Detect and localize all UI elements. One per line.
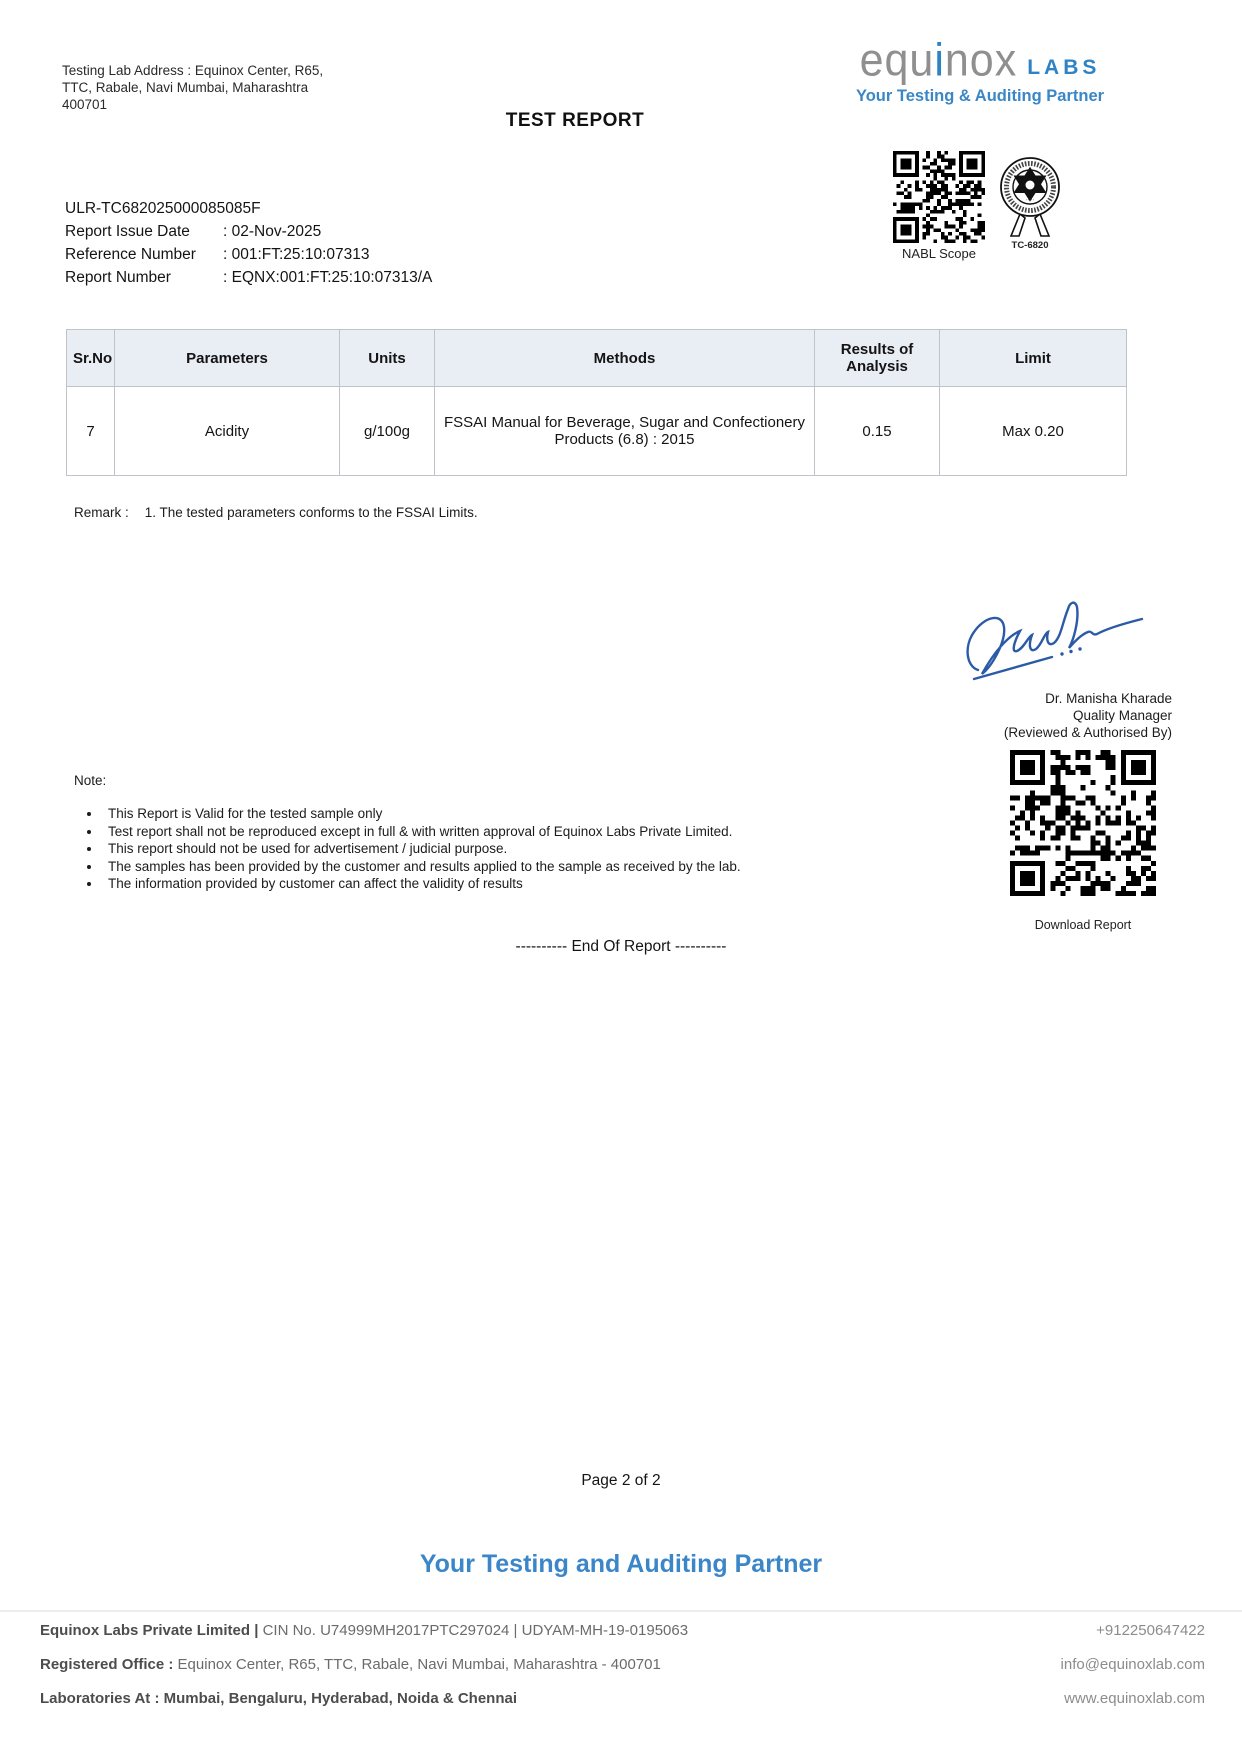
col-header-srno: Sr.No — [67, 330, 115, 387]
footer-labs-line — [40, 1690, 517, 1707]
report-info-row — [65, 220, 432, 243]
logo-word-pre: equ — [859, 34, 935, 87]
note-item: • This report should not be used for advertisement / judicial purpose. — [102, 840, 862, 858]
logo-word-i: i — [934, 34, 945, 87]
footer-website: www.equinoxlab.com — [1064, 1690, 1205, 1707]
footer-company-line — [40, 1622, 688, 1639]
nabl-qr-label: NABL Scope — [902, 246, 976, 261]
end-of-report-line: ---------- End Of Report ---------- — [515, 938, 727, 955]
nabl-cert-number: TC-6820 — [1011, 240, 1049, 251]
table-row — [67, 387, 1127, 476]
footer-row-labs — [40, 1690, 1205, 1707]
footer-office-line — [40, 1656, 661, 1673]
logo-word — [859, 34, 1018, 87]
info-label: Reference Number — [65, 246, 196, 263]
signatory-role: Quality Manager — [1072, 708, 1172, 723]
col-header-results: Results of Analysis — [815, 330, 940, 387]
footer-tagline: Your Testing and Auditing Partner — [419, 1550, 823, 1578]
footer-company-ids: CIN No. U74999MH2017PTC297024 | UDYAM-MH-19-0195063 — [258, 1622, 689, 1639]
cell-result: 0.15 — [815, 387, 940, 476]
nabl-scope-qr-code — [893, 151, 985, 243]
footer-labs-list: Laboratories At : Mumbai, Bengaluru, Hyderabad, Noida & Chennai — [40, 1690, 518, 1707]
footer-office-label: Registered Office : — [40, 1656, 174, 1673]
logo-wordmark — [846, 34, 1114, 87]
address-line: Testing Lab Address : Equinox Center, R65, — [62, 63, 324, 78]
note-item: • The samples has been provided by the customer and results applied to the sample as received by the lab. — [102, 858, 862, 876]
download-report-qr-code — [1010, 750, 1156, 896]
download-report-label: Download Report — [1034, 918, 1132, 932]
col-header-parameters: Parameters — [115, 330, 340, 387]
cell-units: g/100g — [340, 387, 435, 476]
footer-office-address: Equinox Center, R65, TTC, Rabale, Navi Mumbai, Maharashtra - 400701 — [173, 1656, 661, 1673]
download-qr-pattern — [1010, 750, 1156, 896]
signature-image — [962, 580, 1152, 688]
logo-word-post: nox — [944, 34, 1018, 87]
footer-divider — [0, 1610, 1242, 1612]
nabl-qr-pattern — [893, 151, 985, 243]
results-table — [66, 329, 1127, 476]
remark-label: Remark : — [74, 505, 129, 520]
col-header-units: Units — [340, 330, 435, 387]
logo-labs-text: LABS — [1027, 56, 1101, 79]
footer-phone: +912250647422 — [1096, 1622, 1205, 1639]
note-list — [86, 805, 862, 893]
note-item: • The information provided by customer can affect the validity of results — [102, 875, 862, 893]
info-label: Report Issue Date — [65, 223, 190, 240]
signatory-note: (Reviewed & Authorised By) — [1003, 725, 1172, 740]
info-value: : EQNX:001:FT:25:10:07313/A — [223, 269, 433, 286]
footer-email: info@equinoxlab.com — [1060, 1656, 1205, 1673]
svg-text:·····: ····· — [1025, 197, 1035, 204]
report-info-block — [65, 197, 432, 289]
nabl-seal-icon — [993, 156, 1067, 242]
ulr-number: ULR-TC682025000085085F — [65, 200, 261, 217]
testing-lab-address — [62, 62, 392, 113]
note-label: Note: — [74, 773, 107, 788]
footer-row-company — [40, 1622, 1205, 1639]
report-info-row — [65, 243, 432, 266]
report-info-row — [65, 266, 432, 289]
page-number: Page 2 of 2 — [581, 1472, 661, 1489]
table-header-row — [67, 330, 1127, 387]
note-item: • This Report is Valid for the tested sample only — [102, 805, 862, 823]
address-line: TTC, Rabale, Navi Mumbai, Maharashtra — [62, 80, 309, 95]
note-item: • Test report shall not be reproduced except in full & with written approval of Equinox Labs Private Limited. — [102, 823, 862, 841]
cell-srno: 7 — [67, 387, 115, 476]
info-value: : 02-Nov-2025 — [223, 223, 322, 240]
cell-method: FSSAI Manual for Beverage, Sugar and Confectionery Products (6.8) : 2015 — [435, 387, 815, 476]
page-title: TEST REPORT — [505, 110, 645, 131]
footer-company-name: Equinox Labs Private Limited | — [40, 1622, 259, 1639]
equinox-labs-logo — [846, 34, 1114, 106]
signatory-block — [1004, 690, 1172, 741]
remark-text: 1. The tested parameters conforms to the FSSAI Limits. — [144, 505, 478, 520]
cell-limit: Max 0.20 — [940, 387, 1127, 476]
logo-tagline: Your Testing & Auditing Partner — [855, 87, 1105, 105]
info-value: : 001:FT:25:10:07313 — [223, 246, 370, 263]
col-header-methods: Methods — [435, 330, 815, 387]
remark-line — [74, 505, 478, 520]
info-label: Report Number — [65, 269, 171, 286]
col-header-limit: Limit — [940, 330, 1127, 387]
cell-parameter: Acidity — [115, 387, 340, 476]
footer-row-office — [40, 1656, 1205, 1673]
signatory-name: Dr. Manisha Kharade — [1045, 691, 1172, 706]
address-line: 400701 — [62, 97, 108, 112]
